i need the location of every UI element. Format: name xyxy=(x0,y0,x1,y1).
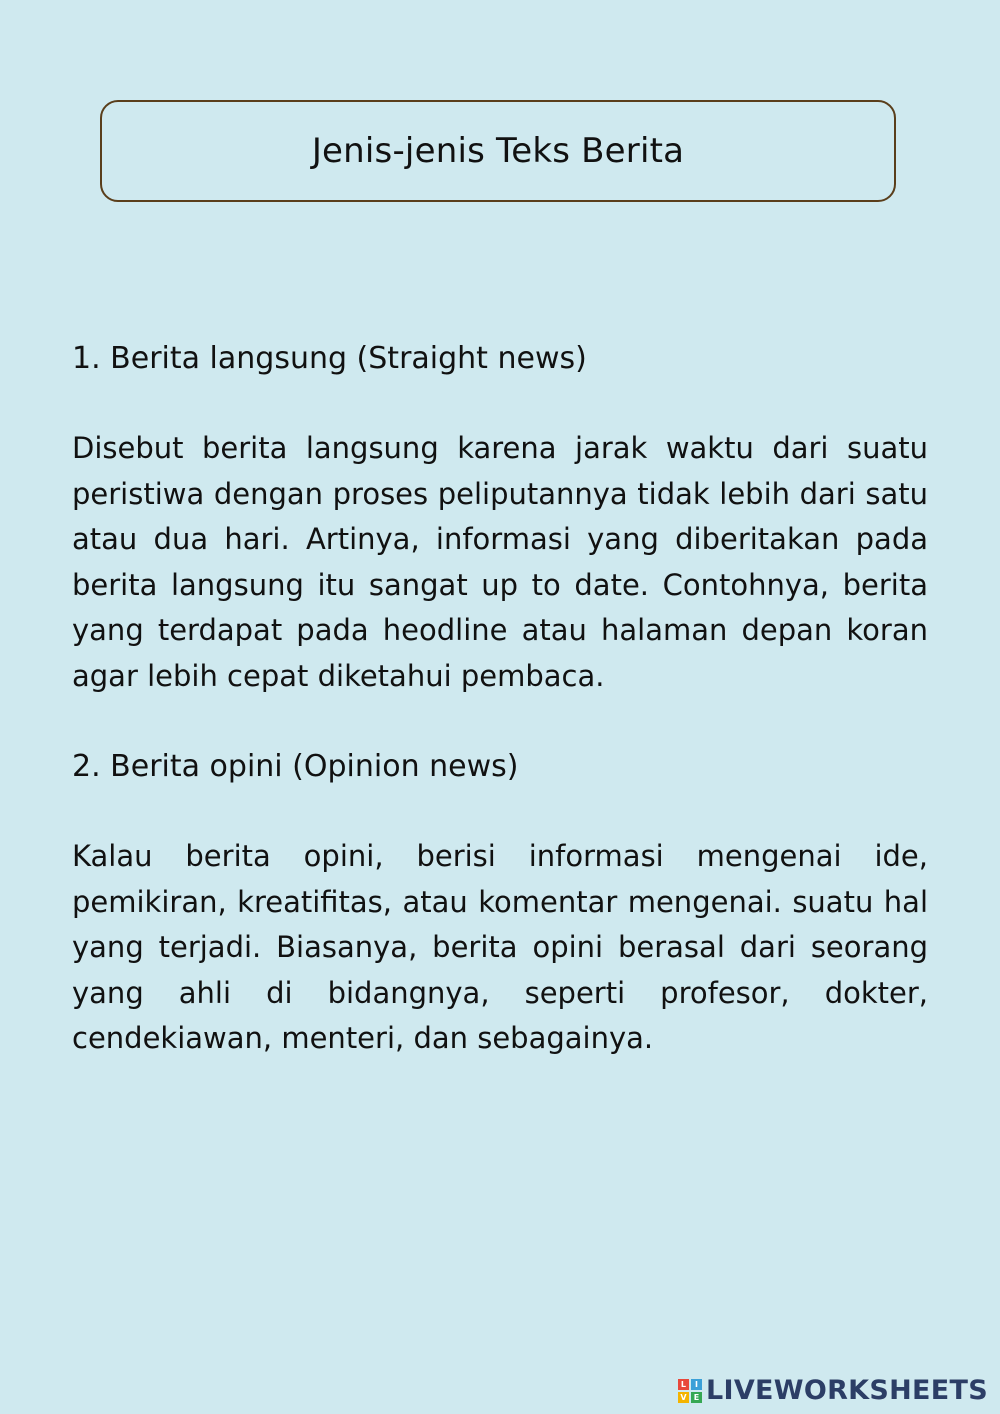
logo-cell: E xyxy=(691,1392,702,1403)
main-content xyxy=(72,336,928,1062)
watermark-text: LIVEWORKSHEETS xyxy=(705,1375,988,1406)
logo-cell: V xyxy=(678,1392,689,1403)
section-heading-straight-news: 1. Berita langsung (Straight news) xyxy=(72,341,587,376)
section-heading-opinion-news: 2. Berita opini (Opinion news) xyxy=(72,749,519,784)
liveworksheets-watermark xyxy=(678,1375,988,1406)
logo-cell: I xyxy=(691,1379,702,1390)
liveworksheets-logo-icon xyxy=(678,1379,702,1403)
section-body-straight-news: Disebut berita langsung karena jarak waktu dari suatu peristiwa dengan proses peliputannya tidak lebih dari satu atau dua hari. Artinya, informasi yang diberitakan pada berita langsung itu sangat up to date. Contohnya, berita yang terdapat pada heodline atau halaman depan koran agar lebih cepat diketahui pembaca. xyxy=(72,431,928,693)
page-title: Jenis-jenis Teks Berita xyxy=(311,131,685,171)
section-body-opinion-news: Kalau berita opini, berisi informasi mengenai ide, pemikiran, kreatifitas, atau komentar mengenai. suatu hal yang terjadi. Biasanya, berita opini berasal dari seorang yang ahli di bidangnya, seperti profesor, dokter, cendekiawan, menteri, dan sebagainya. xyxy=(72,839,928,1055)
logo-cell: L xyxy=(678,1379,689,1390)
title-box xyxy=(100,100,896,202)
